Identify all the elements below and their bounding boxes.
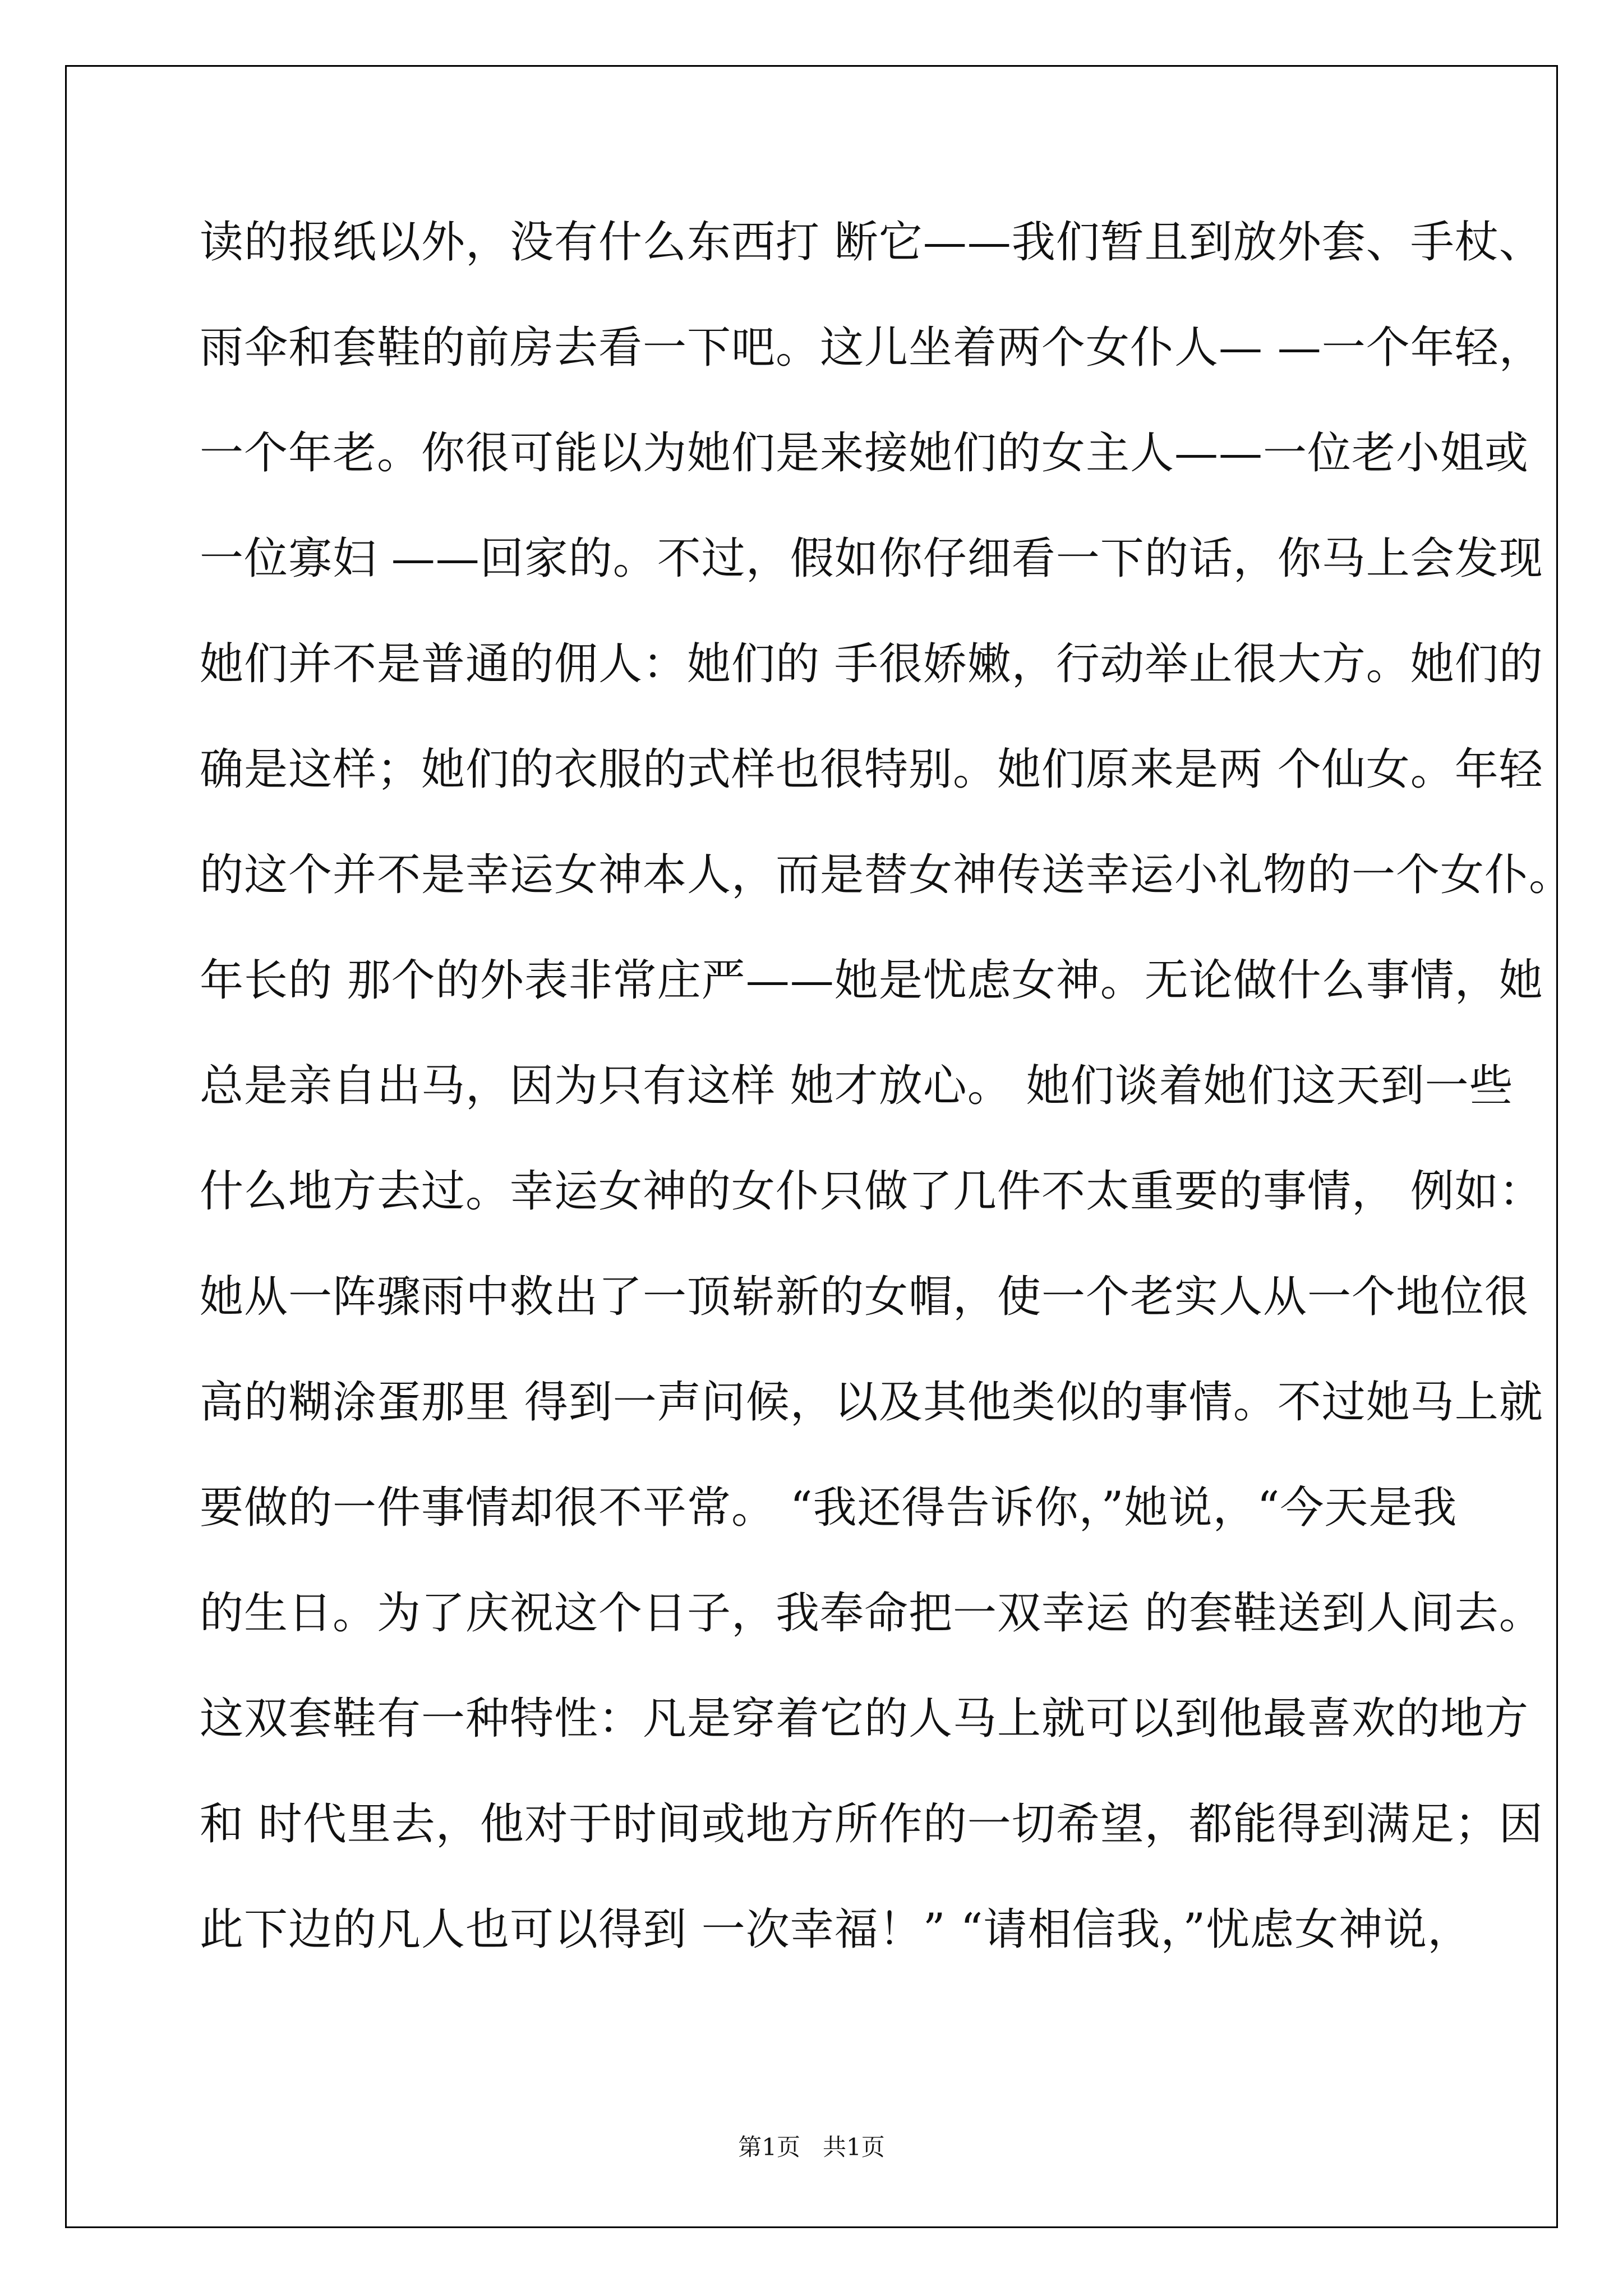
text-line: 她们并不是普通的佣人：她们的 手很娇嫩，行动举止很大方。她们的 [200,639,1543,689]
text-line: 总是亲自出马，因为只有这样 她才放心。 她们谈着她们这天到一些 [200,1061,1514,1111]
text-line: 什么地方去过。幸运女神的女仆只做了几件不太重要的事情， 例如： [200,1166,1543,1217]
text-line: 要做的一件事情却很不平常。 “我还得告诉你，”她说，“今天是我 [200,1483,1458,1533]
text-line: 她从一阵骤雨中救出了一顶崭新的女帽，使一个老实人从一个地位很 [200,1272,1529,1322]
text-line: 确是这样；她们的衣服的式样也很特别。她们原来是两 个仙女。年轻 [200,744,1543,795]
text-line: 的这个并不是幸运女神本人，而是替女神传送幸运小礼物的一个女仆。 [200,850,1574,900]
text-line: 和 时代里去，他对于时间或地方所作的一切希望，都能得到满足；因 [200,1799,1543,1849]
text-line: 一个年老。你很可能以为她们是来接她们的女主人——一位老小姐或 [200,428,1529,478]
text-line: 雨伞和套鞋的前房去看一下吧。这儿坐着两个女仆人— —一个年轻， [200,323,1543,373]
text-line: 读的报纸以外，没有什么东西打 断它——我们暂且到放外套、手杖、 [200,217,1543,268]
text-line: 年长的 那个的外表非常庄严——她是忧虑女神。无论做什么事情，她 [200,955,1543,1006]
page-number-footer: 第1页 共1页 [738,2133,885,2161]
body-text [200,190,1574,1982]
text-line: 一位寡妇 ——回家的。不过，假如你仔细看一下的话，你马上会发现 [200,533,1543,584]
text-line: 的生日。为了庆祝这个日子，我奉命把一双幸运 的套鞋送到人间去。 [200,1588,1543,1639]
text-line: 这双套鞋有一种特性：凡是穿着它的人马上就可以到他最喜欢的地方 [200,1694,1529,1744]
text-line: 此下边的凡人也可以得到 一次幸福！” “请相信我，”忧虑女神说， [200,1904,1472,1955]
text-line: 高的糊涂蛋那里 得到一声问候，以及其他类似的事情。不过她马上就 [200,1377,1543,1428]
